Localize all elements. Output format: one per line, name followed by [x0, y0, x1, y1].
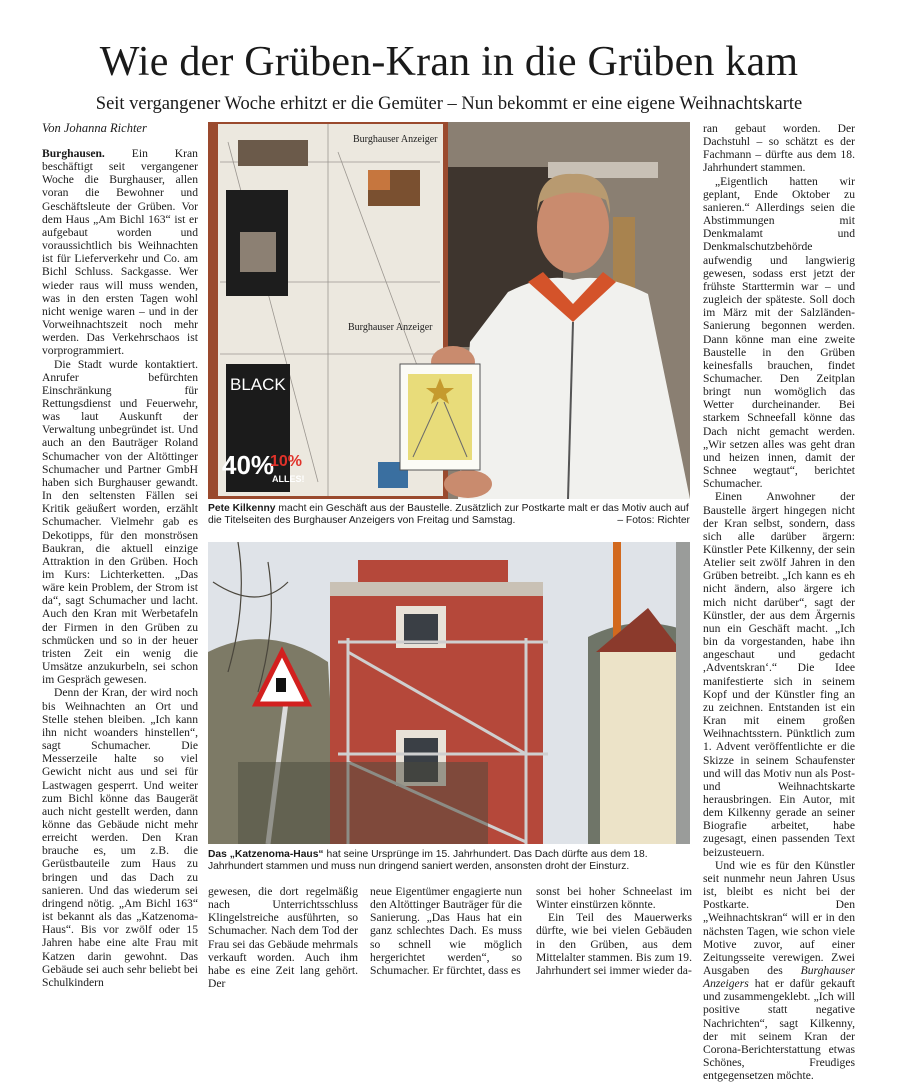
paragraph: ran gebaut worden. Der Dachstuhl – so schätzt es der Fachmann – dürfte aus dem 18. Jahrhundert stammen.	[703, 122, 855, 175]
photo2-caption	[208, 849, 690, 873]
paragraph	[42, 147, 198, 358]
paragraph: Ein Teil des Mauerwerks dürfte, wie bei vielen Gebäuden in den Grüben, aus dem Mittelalter stammen. Bis zum 19. Jahrhundert sei immer wieder da-	[536, 911, 692, 977]
paragraph: Einen Anwohner der Baustelle ärgert hingegen nicht der Kran selbst, sondern, dass sich alle darüber ärgern: Künstler Pete Kilkenny, der sein Atelier seit zwölf Jahren in den Grüben betreibt. „Ich kann es eh nicht ändern, also ärgere ich mich nicht darüber“, sagt der Künstler, der aus dem Ärgernis nun ein Geschäft macht. „Ich bin da vorgestanden, habe ihn angeschaut und gedacht ,Adventskran‘.“ Die Idee manifestierte sich in seinem Kopf und der Künstler fing an zu zeichnen. Entstanden ist ein Kran mit einem großen Weihnachtsstern. Pünktlich zum 1. Advent veröffentlichte er die Skizze in seinem Schaufenster und will das Motiv nun als Post- und Weihnachtskarte herausbringen. Ein Autor, mit dem Kilkenny gerade an seiner Biografie arbeitet, habe zugesagt, einen passenden Text beizusteuern.	[703, 490, 855, 859]
photo-credit: – Fotos: Richter	[617, 515, 690, 527]
subheadline: Seit vergangener Woche erhitzt er die Gemüter – Nun bekommt er eine eigene Weihnachtskarte	[95, 94, 803, 114]
article-column-1	[42, 147, 198, 989]
paragraph: neue Eigentümer engagierte nun den Altöttinger Bauträger für die Sanierung. „Das Haus hat ein ganz schlechtes Dach. Es muss so schnell wie möglich hergerichtet werden“, so Schumacher. Er fürchtet, dass es	[370, 885, 522, 977]
caption-text: macht ein Geschäft aus der Baustelle. Zusätzlich zur Postkarte malt er das Motiv auch auf die Titelseiten des Burghauser Anzeigers von Freitag und Samstag.	[208, 503, 689, 527]
newspaper-name: Burghauser Anzeigers	[703, 964, 855, 991]
dateline: Burghausen.	[42, 147, 105, 160]
ad-alles-text: ALLES!	[272, 474, 305, 484]
ad-percent2-text: 10%	[270, 453, 303, 470]
paragraph: sonst bei hoher Schneelast im Winter einstürzen könnte.	[536, 885, 692, 912]
paragraph: Die Stadt wurde kontaktiert. Anrufer befürchten Einschränkung für Rettungsdienst und Feuerwehr, was laut Auskunft der Verwaltung unbegründet ist. Und auch an den Bauträger Roland Schumacher von der Altöttinger Schumacher und Partner GmbH haben sich Burghauser gewandt. In den seltensten Fällen sei Kritik geäußert worden, erzählt Schumacher. Vielmehr gab es Dekotipps, für den monströsen Baukran, die aktuell einzige Attraktion in den Grüben. Hoch im Kurs: Lichterketten. „Das wäre kein Problem, der Strom ist da“, sagt Schumacher und lacht. Auch den Kran mit Werbetafeln der Firmen in den Grüben zu schmücken und so in der heuer tristen Zeit ein wenig die Umsätze anzukurbeln, sei schon im Gespräch gewesen.	[42, 357, 198, 687]
photo-artist-with-sketch	[208, 122, 690, 499]
article-column-4	[536, 885, 692, 977]
ad-black-text: BLACK	[230, 375, 286, 394]
article-column-3	[370, 885, 522, 977]
caption-name: Das „Katzenoma-Haus“	[208, 849, 324, 860]
masthead-text-2: Burghauser Anzeiger	[348, 322, 433, 333]
paragraph	[703, 859, 855, 1082]
article-column-2	[208, 885, 358, 990]
paragraph: gewesen, die dort regelmäßig nach Unterrichtsschluss Klingelstreiche ausführten, so Schumacher. Nach dem Tod der Frau sei das Gebäude mehrmals verkauft worden. Auch ihm habe es eine Zeit lang gehört. Der	[208, 885, 358, 991]
paragraph-text: Ein Kran beschäftigt seit vergangener Woche die Burghauser, allen voran die Bewohner und Geschäftsleute der Grüben. Vor dem Haus „Am Bichl 163“ ist er aufgebaut worden und voraussichtlich bis Weihnachten ist für Lieferverkehr und Co. am Bichl Schluss. Sackgasse. Wer wieder raus will muss wenden, was in den ersten Tagen wohl nicht wenige waren – und in der Vorweihnachtszeit noch mehr werden. Das Verkehrschaos ist vorprogrammiert.	[42, 147, 198, 358]
paragraph-text: Und wie es für den Künstler seit nunmehr neun Jahren Usus ist, bleibt es nicht bei der Postkarte. Den „Weihnachtskran“ will er in den nächsten Tagen, wie schon viele Motive zuvor, auf einer Zeitungsseite verewigen. Zwei Ausgaben des	[703, 858, 855, 977]
caption-name: Pete Kilkenny	[208, 503, 276, 514]
ad-percent-text: 40%	[222, 450, 275, 480]
masthead-text: Burghauser Anzeiger	[353, 134, 438, 145]
article-column-5	[703, 122, 855, 1082]
paragraph: „Eigentlich hatten wir geplant, Ende Oktober zu sanieren.“ Allerdings seien die Abstimmungen mit Denkmalamt und Denkmalschutzbehörde aufwendig und langwierig gewesen, sodass erst jetzt der frühste Starttermin war – und zugleich der späteste. Soll doch im März mit der Salzländen-Sanierung begonnen werden. Dann könne man eine zweite Baustelle in den Grüben keinesfalls brauchen, findet Schumacher. Den Zeitplan bringt nun womöglich das Wetter durcheinander. Bei starkem Schneefall könne das Dach nicht gemacht werden. „Wir setzen alles was geht dran und heizen innen, damit der Schnee wegtaut“, berichtet Schumacher.	[703, 174, 855, 491]
photo-katzenoma-haus	[208, 542, 690, 844]
paragraph-text: hat er dafür gekauft und zusammengeklebt. „Ich will positive statt negative Nachrichten“, sagt Kilkenny, der mit seinem Kran der Corona-Berichterstattung etwas Schönes, Freudiges entgegensetzen möchte.	[703, 977, 855, 1082]
photo1-caption	[208, 503, 690, 527]
byline: Von Johanna Richter	[42, 121, 147, 135]
paragraph: Denn der Kran, der wird noch bis Weihnachten an Ort und Stelle stehen bleiben. „Ich kann ihn nicht woanders hinstellen“, sagt Schumacher. Die Messerzeile halte so viel Gewicht nicht aus und sei für Lastwagen gesperrt. Und weiter zum Bichl könne das Baugerät auch nicht gestellt werden, dann könne das Gebäude nicht mehr erreicht werden. Den Kran brauche es, um z.B. die Gerüstbauteile zum Haus zu bringen und das Dach zu sanieren. Und das wiederum sei dringend nötig. „Am Bichl 163“ ist bekannt als das „Katzenoma-Haus“. Bis vor zwölf oder 15 Jahren habe eine alte Frau mit Katzen darin gewohnt. Das Gebäude sei auch sehr beliebt bei Schulkindern	[42, 686, 198, 989]
headline: Wie der Grüben-Kran in die Grüben kam	[99, 39, 799, 85]
caption-text: hat seine Ursprünge im 15. Jahrhundert. Das Dach dürfte aus dem 18. Jahrhundert stammen und muss nun dringend saniert werden, ansonsten droht der Einsturz.	[208, 849, 648, 873]
